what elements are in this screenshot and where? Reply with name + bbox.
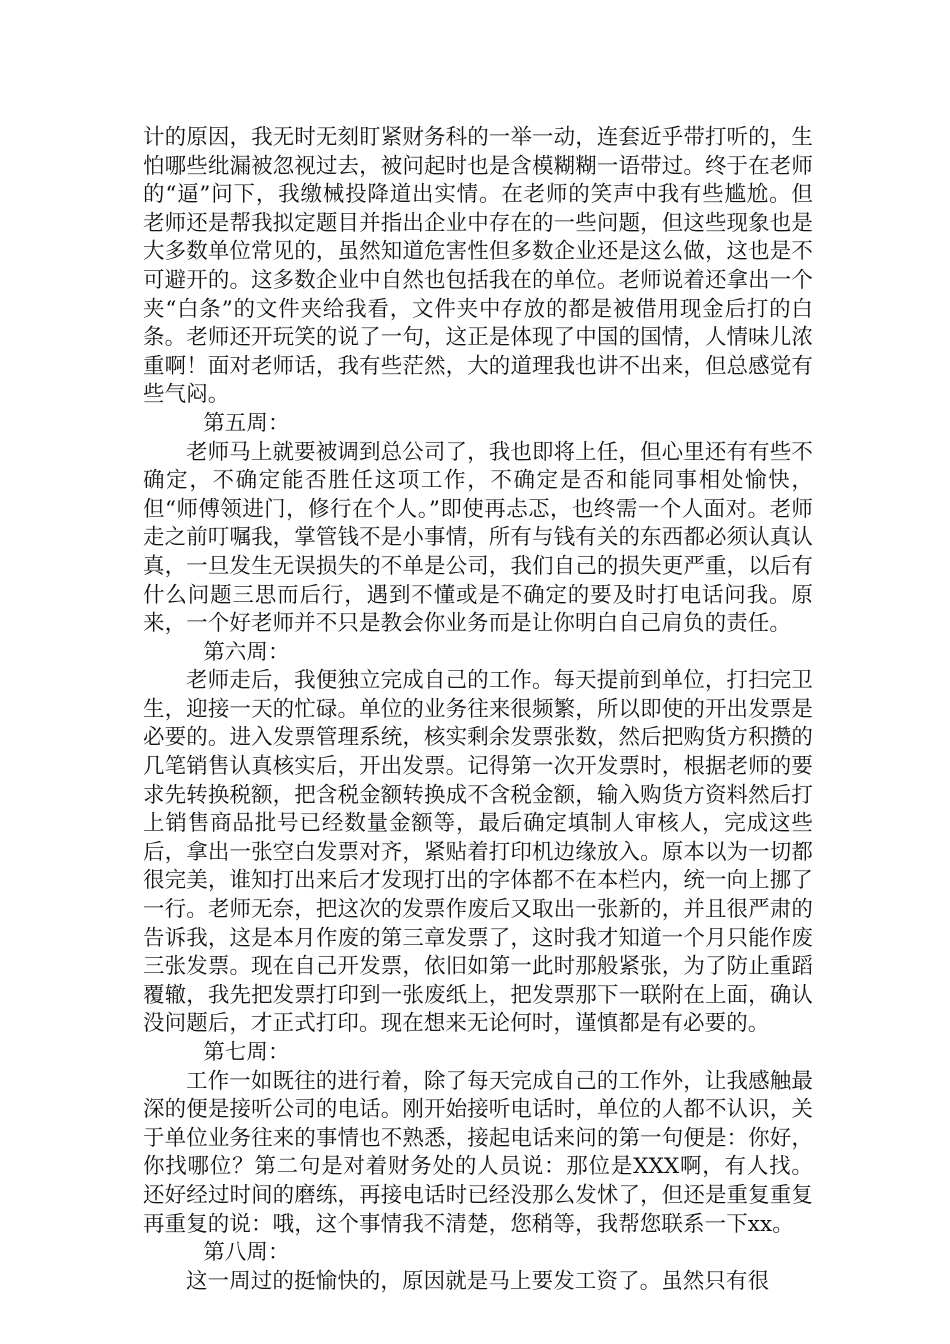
section-heading-week-7: 第七周： [203, 1040, 290, 1065]
paragraph-week-5: 老师马上就要被调到总公司了，我也即将上任，但心里还有有些不确定，不确定能否胜任这项工作，不确定是否和能同事相处愉快，但“师傅领进门，修行在个人。”即使再忐忑，也终需一个人面对。老师走之前叮嘱我，掌管钱不是小事情，所有与钱有关的东西都必须认真认真，一旦发生无误损失的不单是公司，我们自己的损失更严重，以后有什么问题三思而后行，遇到不懂或是不确定的要及时打电话问我。原来，一个好老师并不只是教会你业务而是让你明白自己肩负的责任。 [143, 439, 813, 637]
document-body [143, 124, 813, 1296]
section-heading-week-6: 第六周： [203, 639, 290, 665]
paragraph-continued: 计的原因，我无时无刻盯紧财务科的一举一动，连套近乎带打听的，生怕哪些纰漏被忽视过去，被问起时也是含模糊糊一语带过。终于在老师的“逼”问下，我缴械投降道出实情。在老师的笑声中我有些尴尬。但老师还是帮我拟定题目并指出企业中存在的一些问题，但这些现象也是大多数单位常见的，虽然知道危害性但多数企业还是这么做，这也是不可避开的。这多数企业中自然也包括我在的单位。老师说着还拿出一个夹“白条”的文件夹给我看，文件夹中存放的都是被借用现金后打的白条。老师还开玩笑的说了一句，这正是体现了中国的国情，人情味儿浓重啊！面对老师话，我有些茫然，大的道理我也讲不出来，但总感觉有些气闷。 [143, 125, 813, 408]
paragraph-week-6: 老师走后，我便独立完成自己的工作。每天提前到单位，打扫完卫生，迎接一天的忙碌。单位的业务往来很频繁，所以即使的开出发票是必要的。进入发票管理系统，核实剩余发票张数，然后把购货方积攒的几笔销售认真核实后，开出发票。记得第一次开发票时，根据老师的要求先转换税额，把含税金额转换成不含税金额，输入购货方资料然后打上销售商品批号已经数量金额等，最后确定填制人审核人，完成这些后，拿出一张空白发票对齐，紧贴着打印机边缘放入。原本以为一切都很完美，谁知打出来后才发现打出的字体都不在本栏内，统一向上挪了一行。老师无奈，把这次的发票作废后又取出一张新的，并且很严肃的告诉我，这是本月作废的第三章发票了，这时我才知道一个月只能作废三张发票。现在自己开发票，依旧如第一此时那般紧张，为了防止重蹈覆辙，我先把发票打印到一张废纸上，把发票那下一联附在上面，确认没问题后，才正式打印。现在想来无论何时，谨慎都是有必要的。 [143, 668, 813, 1037]
paragraph-week-7: 工作一如既往的进行着，除了每天完成自己的工作外，让我感触最深的便是接听公司的电话。刚开始接听电话时，单位的人都不认识，关于单位业务往来的事情也不熟悉，接起电话来问的第一句便是：你好，你找哪位？第二句是对着财务处的人员说：那位是XXX啊，有人找。还好经过时间的磨练，再接电话时已经没那么发怵了，但还是重复重复再重复的说：哦，这个事情我不清楚，您稍等，我帮您联系一下xx。 [143, 1068, 813, 1237]
section-heading-week-5: 第五周： [203, 410, 290, 436]
section-heading-week-8: 第八周： [203, 1240, 290, 1266]
paragraph-week-8: 这一周过的挺愉快的，原因就是马上要发工资了。虽然只有很 [186, 1268, 770, 1294]
